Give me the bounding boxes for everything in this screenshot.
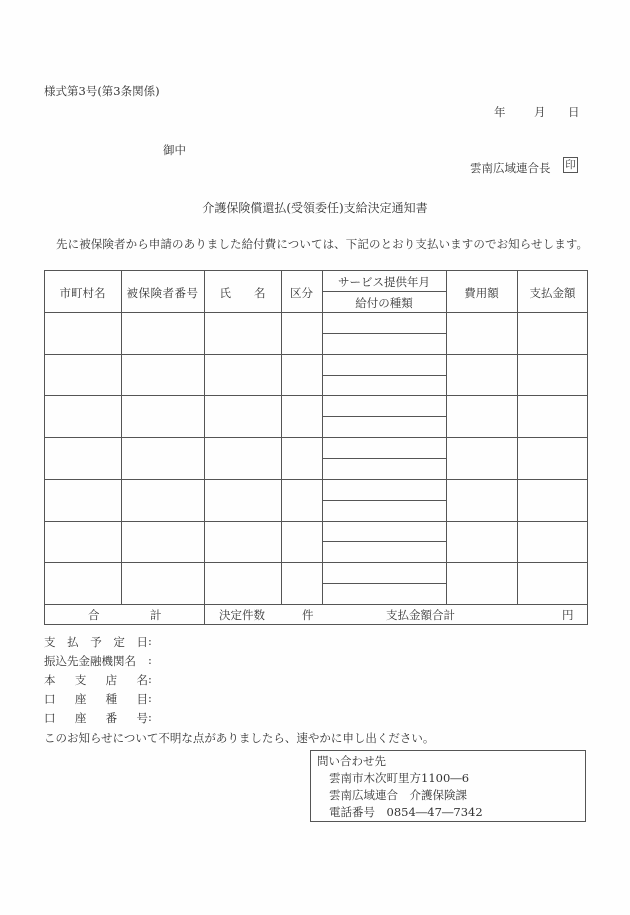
- field-label-char: 日: [136, 635, 148, 649]
- field-label-char: 座: [74, 711, 87, 725]
- header-payment: 支払金額: [529, 286, 576, 300]
- field-branch-name: [44, 672, 152, 688]
- table-row-divider: [44, 312, 588, 313]
- table-row-divider: [44, 521, 588, 522]
- field-account-type: [44, 691, 152, 707]
- field-label: [44, 653, 148, 669]
- service-header-split: [322, 291, 446, 292]
- summary-payment-total-label: 支払金額合計: [386, 608, 455, 622]
- table-column-divider: [121, 270, 122, 604]
- field-label-char: 番: [105, 711, 118, 725]
- field-label-char: 名: [136, 673, 148, 687]
- service-cell-split: [322, 583, 446, 584]
- field-label-char: 座: [74, 692, 87, 706]
- date-month-label: 月: [534, 105, 546, 119]
- contact-department: 雲南広域連合 介護保険課: [329, 788, 467, 802]
- field-label-char: 目: [136, 692, 148, 706]
- summary-divider: [204, 604, 205, 625]
- field-label: [44, 710, 148, 726]
- form-number: 様式第3号(第3条関係): [44, 84, 160, 98]
- service-cell-split: [322, 500, 446, 501]
- header-benefit-type: 給付の種類: [355, 296, 413, 310]
- table-row-divider: [44, 395, 588, 396]
- header-service-month: サービス提供年月: [338, 275, 430, 289]
- service-cell-split: [322, 375, 446, 376]
- field-label-char: 予: [90, 635, 102, 649]
- table-column-divider: [204, 270, 205, 604]
- field-label-char: 支: [44, 635, 56, 649]
- header-insured-number: 被保険者番号: [126, 286, 199, 300]
- summary-total-label-2: 計: [150, 608, 162, 622]
- field-label-char: 払: [67, 635, 79, 649]
- payment-table: [44, 270, 588, 625]
- table-column-divider: [446, 270, 447, 604]
- header-category: 区分: [290, 286, 313, 300]
- service-cell-split: [322, 458, 446, 459]
- notice-text: このお知らせについて不明な点がありましたら、速やかに申し出ください。: [44, 731, 435, 745]
- field-payment-date: [44, 634, 152, 650]
- service-cell-split: [322, 416, 446, 417]
- seal-stamp: 印: [563, 157, 578, 173]
- header-name: 氏 名: [219, 286, 266, 300]
- field-label-char: 定: [113, 635, 125, 649]
- table-border-right: [587, 270, 588, 625]
- field-colon: :: [148, 710, 152, 724]
- field-label-char: 店: [105, 673, 118, 687]
- document-title: 介護保険償還払(受領委任)支給決定通知書: [202, 201, 428, 215]
- field-label: [44, 672, 148, 688]
- table-column-divider: [322, 270, 323, 604]
- field-label-char: 種: [105, 692, 118, 706]
- summary-decision-count-label: 決定件数: [219, 608, 265, 622]
- field-label-char: 本: [44, 673, 56, 687]
- field-colon: :: [148, 691, 152, 705]
- field-label-char: 口: [44, 711, 56, 725]
- field-account-number: [44, 710, 152, 726]
- field-label-char: 支: [74, 673, 87, 687]
- field-colon: :: [148, 653, 152, 667]
- field-colon: :: [148, 672, 152, 686]
- header-municipality: 市町村名: [59, 286, 106, 300]
- field-label: [44, 634, 148, 650]
- table-row-divider: [44, 354, 588, 355]
- date-year-label: 年: [494, 105, 506, 119]
- service-cell-split: [322, 541, 446, 542]
- intro-text: 先に被保険者から申請のありました給付費については、下記のとおり支払いますのでお知らせします。: [56, 237, 589, 251]
- summary-total-label-1: 合: [88, 608, 100, 622]
- sender: 雲南広域連合長: [470, 161, 551, 175]
- field-bank-name: [44, 653, 152, 669]
- field-label: [44, 691, 148, 707]
- table-column-divider: [517, 270, 518, 604]
- table-border-top: [44, 270, 588, 271]
- service-cell-split: [322, 333, 446, 334]
- contact-heading: 問い合わせ先: [317, 754, 386, 768]
- table-row-divider: [44, 604, 588, 605]
- summary-count-unit: 件: [302, 608, 314, 622]
- header-cost: 費用額: [464, 286, 499, 300]
- date-line: [494, 104, 580, 120]
- contact-address: 雲南市木次町里方1100―6: [329, 771, 470, 785]
- summary-yen-unit: 円: [562, 608, 574, 622]
- table-border-bottom: [44, 624, 588, 625]
- field-label-char: 口: [44, 692, 56, 706]
- addressee: 御中: [163, 143, 186, 157]
- table-border-left: [44, 270, 45, 625]
- contact-box: [310, 750, 586, 822]
- field-colon: :: [148, 634, 152, 648]
- contact-phone: 電話番号 0854―47―7342: [329, 805, 483, 819]
- table-row-divider: [44, 479, 588, 480]
- table-row-divider: [44, 562, 588, 563]
- table-row-divider: [44, 437, 588, 438]
- table-column-divider: [281, 270, 282, 604]
- date-day-label: 日: [568, 105, 580, 119]
- field-label-char: 号: [136, 711, 148, 725]
- field-label-char: 振込先金融機関名: [44, 654, 136, 668]
